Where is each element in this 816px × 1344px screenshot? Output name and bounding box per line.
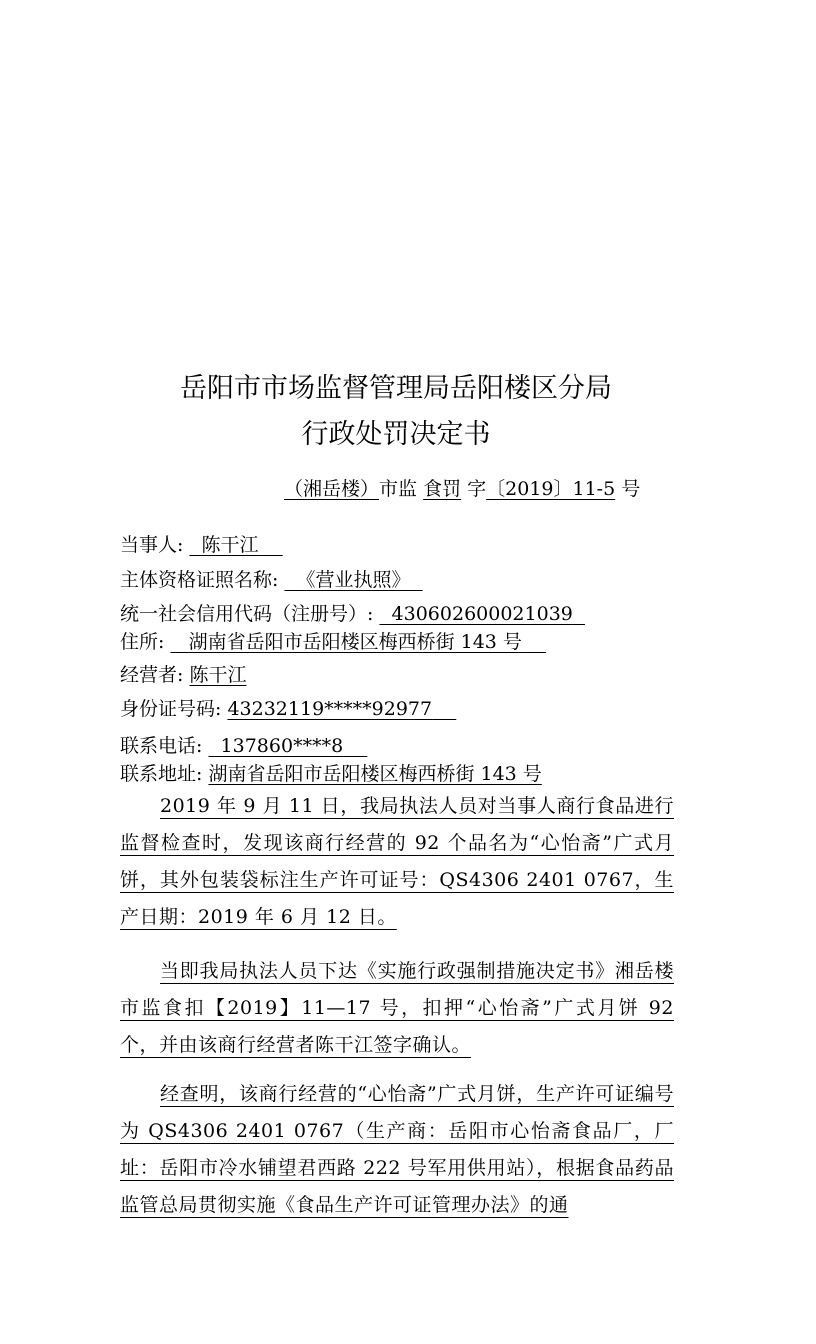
contact-address-value: 湖南省岳阳市岳阳楼区梅西桥街 143 号 [208, 763, 542, 785]
party-name-label: 当事人: [120, 534, 184, 556]
document-title-agency: 岳阳市市场监督管理局岳阳楼区分局 [180, 373, 612, 404]
document-number [284, 474, 640, 501]
document-title-type: 行政处罚决定书 [301, 419, 491, 450]
license-name-label: 主体资格证照名称: [120, 569, 279, 591]
credit-code-field [120, 599, 585, 626]
doc-number-agency: 市监 [379, 478, 418, 500]
doc-number-category: 食罚 [423, 478, 462, 500]
contact-address-label: 联系地址: [120, 763, 203, 785]
id-number-value: 43232119*****92977 [227, 698, 433, 720]
credit-code-label: 统一社会信用代码（注册号）: [120, 603, 374, 625]
doc-number-year-seq: 〔2019〕11-5 [486, 478, 616, 500]
id-number-label: 身份证号码: [120, 698, 222, 720]
residence-value: 湖南省岳阳市岳阳楼区梅西桥街 143 号 [188, 631, 522, 653]
doc-number-zi: 字 [467, 478, 487, 500]
license-name-value: 《营业执照》 [296, 569, 411, 591]
contact-address-field [120, 759, 542, 786]
license-name-field [120, 565, 423, 592]
party-name-field [120, 530, 283, 557]
phone-field [120, 731, 367, 758]
operator-field [120, 660, 246, 687]
residence-field [120, 627, 546, 654]
credit-code-value: 430602600021039 [391, 603, 573, 625]
operator-value: 陈干江 [189, 664, 247, 686]
party-name-value: 陈干江 [201, 534, 259, 556]
phone-value: 137860****8 [220, 735, 344, 757]
doc-number-suffix: 号 [621, 478, 641, 500]
body-paragraph-1: 2019 年 9 月 11 日，我局执法人员对当事人商行食品进行监督检查时，发现该商行经营的 92 个品名为“心怡斋”广式月饼，其外包装袋标注生产许可证号：QS4306 2401 0767，生产日期：2019 年 6 月 12 日。 [120, 795, 674, 928]
residence-label: 住所: [120, 631, 165, 653]
phone-label: 联系电话: [120, 735, 203, 757]
operator-label: 经营者: [120, 664, 184, 686]
id-number-field [120, 694, 456, 721]
doc-number-prefix: （湘岳楼） [284, 478, 380, 500]
body-paragraph-3: 经查明，该商行经营的“心怡斋”广式月饼，生产许可证编号为 QS4306 2401 0767（生产商：岳阳市心怡斋食品厂，厂址：岳阳市冷水铺望君西路 222 号军用供用站），根据食品药品监管总局贯彻实施《食品生产许可证管理办法》的通 [120, 1083, 674, 1216]
body-paragraph-2: 当即我局执法人员下达《实施行政强制措施决定书》湘岳楼市监食扣【2019】11—17 号，扣押“心怡斋”广式月饼 92 个，并由该商行经营者陈干江签字确认。 [120, 960, 674, 1056]
